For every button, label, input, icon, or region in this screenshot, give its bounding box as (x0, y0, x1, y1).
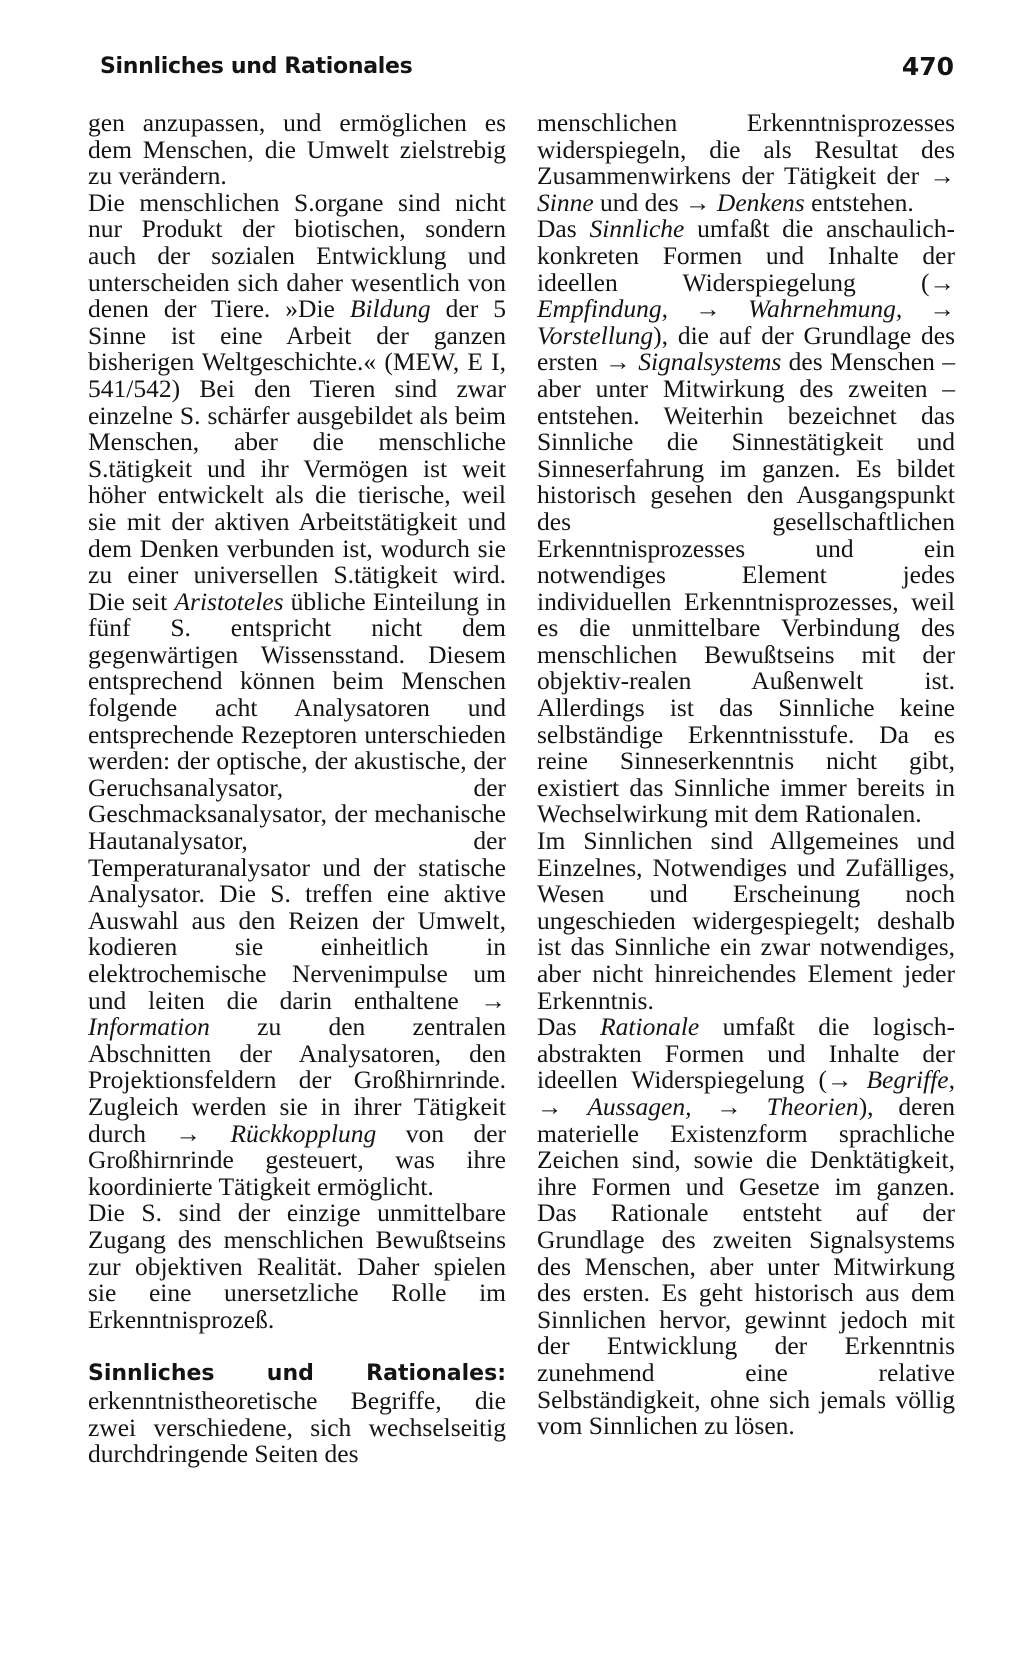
cross-reference: Sinne (537, 187, 594, 217)
arrow-icon: → (826, 1065, 867, 1095)
paragraph: Im Sinnlichen sind Allgemeines und Einzelnes, Notwendiges und Zufälliges, Wesen und Erscheinung noch ungeschieden widergespiegelt; deshalb ist das Sinnliche ein zwar notwendiges, aber nicht hinreichendes Element jeder Erkenntnis. (537, 826, 955, 1015)
cross-reference: Signalsystems (638, 347, 782, 377)
page-number: 470 (901, 52, 954, 81)
arrow-icon: → (537, 1091, 588, 1121)
running-head: Sinnliches und Rationales (100, 54, 413, 79)
entry-headword: Sinnliches und Rationales: (88, 1361, 506, 1387)
arrow-icon: → (902, 294, 956, 324)
arrow-icon: → (929, 161, 955, 191)
arrow-icon: → (175, 1118, 231, 1148)
cross-reference: Begriffe, (866, 1065, 955, 1095)
emphasis: Rationale (600, 1012, 700, 1042)
right-column (537, 110, 955, 1440)
cross-reference: Aristoteles (174, 586, 284, 616)
emphasis: Sinnliche (589, 214, 685, 244)
emphasis: Bildung (349, 294, 431, 324)
arrow-icon: → (668, 294, 749, 324)
paragraph: gen anzupassen, und ermöglichen es dem Menschen, die Umwelt zielstrebig zu verändern. (88, 108, 506, 191)
arrow-icon: → (691, 1091, 767, 1121)
paragraph: Die S. sind der einzige unmittelbare Zugang des menschlichen Bewußtseins zur objektiven Realität. Daher spielen sie eine unersetzliche Rolle im Erkenntnisprozeß. (88, 1198, 506, 1334)
cross-reference: Rückkopplung (230, 1118, 377, 1148)
paragraph: Die menschlichen S.organe sind nicht nur Produkt der biotischen, sondern auch der sozialen Entwicklung und unterscheiden sich daher wesentlich von denen der Tiere. »Die Bildung der 5 Sinne ist eine Arbeit der ganzen bisherigen Weltgeschichte.« (MEW, E I, 541/542) Bei den Tieren sind zwar einzelne S. schärfer ausgebildet als beim Menschen, aber die menschliche S.tätigkeit und ihr Vermögen ist weit höher entwickelt als die tierische, weil sie mit der aktiven Arbeitstätigkeit und dem Denken verbunden ist, wodurch sie zu einer universellen S.tätigkeit wird. Die seit Aristoteles übliche Einteilung in fünf S. entspricht nicht dem gegenwärtigen Wissensstand. Diesem entsprechend können beim Menschen folgende acht Analysatoren und entsprechende Rezeptoren unterschieden werden: der optische, der akustische, der Geruchsanalysator, der Geschmacksanalysator, der mechanische Hautanalysator, der Temperaturanalysator und der statische Analysator. Die S. treffen eine aktive Auswahl aus den Reizen der Umwelt, kodieren sie einheitlich in elektrochemische Nervenimpulse um und leiten die darin enthaltene → Information zu den zentralen Abschnitten der Analysatoren, den Projektionsfeldern der Großhirnrinde. Zugleich werden sie in ihrer Tätigkeit durch → Rückkopplung von der Großhirnrinde gesteuert, was ihre koordinierte Tätigkeit ermöglicht. (88, 187, 507, 1201)
arrow-icon: → (929, 267, 955, 297)
left-column (88, 110, 506, 1468)
cross-reference: Theorien (766, 1091, 859, 1121)
paragraph: Das Sinnliche umfaßt die anschaulich-konkreten Formen und Inhalte der ideellen Widerspiegelung (→ Empfindung, → Wahrnehmung, → Vorstellung), die auf der Grundlage des ersten → Signalsystems des Menschen – aber unter Mitwirkung des zweiten – entstehen. Weiterhin bezeichnet das Sinnliche die Sinnestätigkeit und Sinneserfahrung im ganzen. Es bildet historisch gesehen den Ausgangspunkt des gesellschaftlichen Erkenntnisprozesses und ein notwendiges Element jedes individuellen Erkenntnisprozesses, weil es die unmittelbare Verbindung des menschlichen Bewußtseins mit der objektiv-realen Außenwelt ist. Allerdings ist das Sinnliche keine selbständige Erkenntnisstufe. Da es reine Sinneserkenntnis nicht gibt, existiert das Sinnliche immer bereits in Wechselwirkung mit dem Rationalen. (537, 214, 956, 829)
cross-reference: Aussagen, (587, 1091, 692, 1121)
dictionary-entry (88, 1359, 506, 1467)
cross-reference: Information (88, 1012, 210, 1042)
cross-reference: Empfindung, (537, 294, 669, 324)
paragraph: Das Rationale umfaßt die logisch-abstrakten Formen und Inhalte der ideellen Widerspiegelung (→ Begriffe, → Aussagen, → Theorien), deren materielle Existenzform sprachliche Zeichen sind, sowie die Denktätigkeit, ihre Formen und Gesetze im ganzen. Das Rationale entsteht auf der Grundlage des zweiten Signalsystems des Menschen, aber unter Mitwirkung des ersten. Es geht historisch aus dem Sinnlichen hervor, gewinnt jedoch mit der Entwicklung der Erkenntnis zunehmend eine relative Selbständigkeit, ohne sich jemals völlig vom Sinnlichen zu lösen. (537, 1012, 956, 1441)
cross-reference: Vorstellung (537, 320, 654, 350)
cross-reference: Denkens (716, 187, 805, 217)
arrow-icon: → (480, 985, 506, 1015)
paragraph: menschlichen Erkenntnisprozesses widerspiegeln, die als Resultat des Zusammenwirkens der Tätigkeit der → Sinne und des → Denkens entstehen. (537, 108, 955, 217)
arrow-icon: → (685, 187, 717, 217)
arrow-icon: → (605, 347, 639, 377)
cross-reference: Wahrnehmung, (748, 294, 903, 324)
entry-text: erkenntnistheoretische Begriffe, die zwei verschiedene, sich wechselseitig durchdringende Seiten des (88, 1385, 506, 1469)
